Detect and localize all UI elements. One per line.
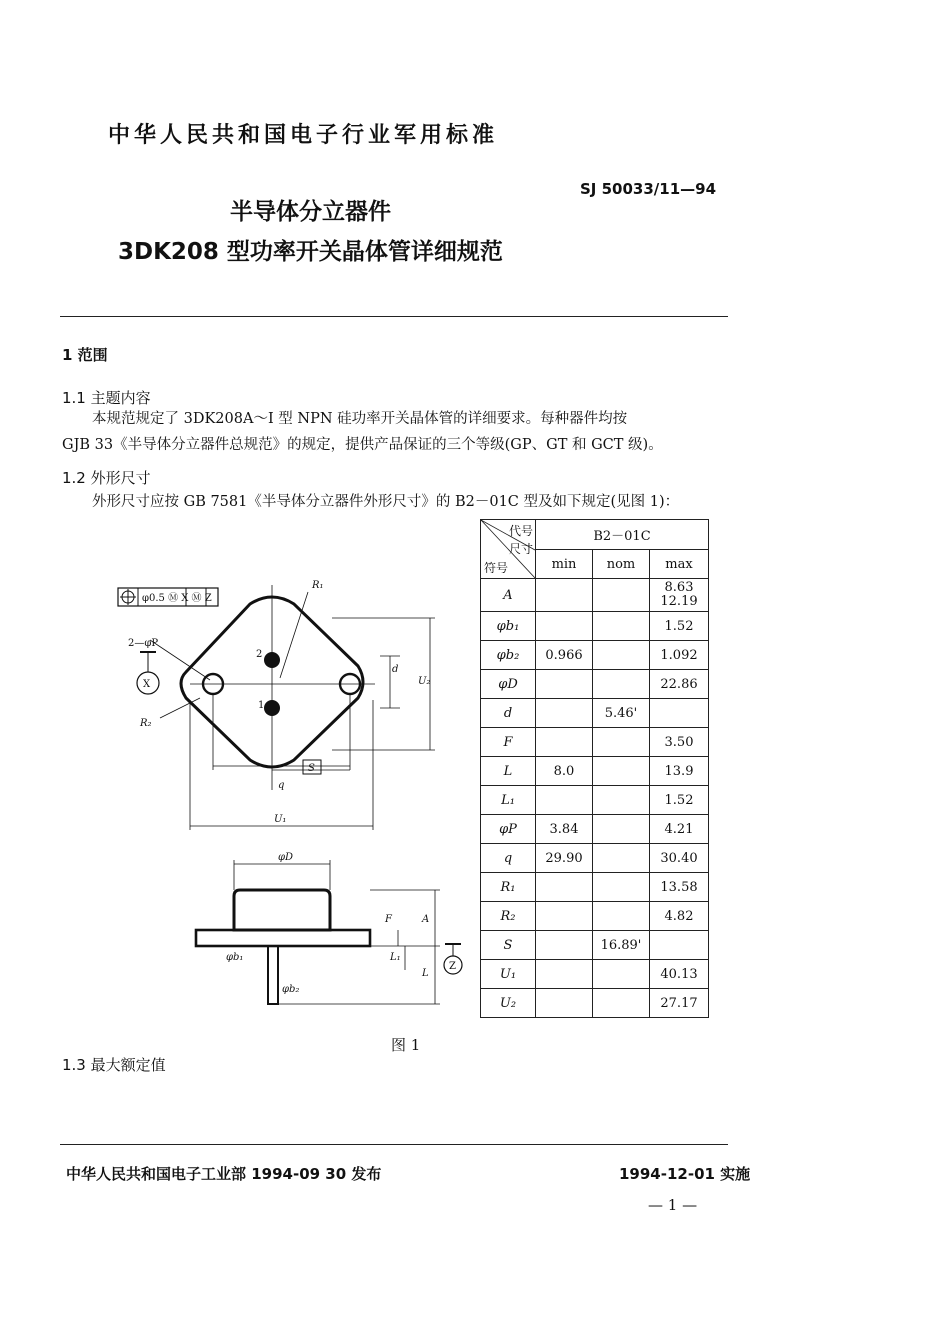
cell-min (536, 960, 593, 989)
table-row (481, 670, 709, 699)
cell-sym: q (481, 844, 536, 873)
cell-sym: φb₂ (481, 641, 536, 670)
table-row (481, 728, 709, 757)
cell-min (536, 699, 593, 728)
label-S: S (308, 763, 315, 774)
cell-max: 27.17 (650, 989, 709, 1018)
cell-max: 40.13 (650, 960, 709, 989)
cell-nom (593, 728, 650, 757)
cell-min (536, 931, 593, 960)
cell-min (536, 873, 593, 902)
cell-min (536, 579, 593, 612)
package-header: B2－01C (536, 520, 709, 550)
cell-min: 8.0 (536, 757, 593, 786)
pin-2 (264, 652, 280, 668)
cell-nom (593, 786, 650, 815)
label-U1: U₁ (274, 814, 287, 825)
cell-min: 29.90 (536, 844, 593, 873)
standard-code: SJ 50033/11—94 (580, 180, 717, 198)
label-q: q (278, 780, 285, 791)
cell-nom (593, 757, 650, 786)
col-min: min (536, 550, 593, 579)
figure-caption: 图 1 (391, 1036, 421, 1054)
section-1-1-heading: 1.1 主题内容 (62, 389, 151, 407)
table-row (481, 873, 709, 902)
cell-sym: S (481, 931, 536, 960)
cell-min (536, 728, 593, 757)
issuer-text: 中华人民共和国电子工业部 1994-09 30 发布 (66, 1165, 382, 1183)
label-2P: 2—φP (128, 638, 159, 649)
label-R1: R₁ (312, 580, 324, 591)
cell-max: 4.21 (650, 815, 709, 844)
col-nom: nom (593, 550, 650, 579)
section-1-1-para-line1: 本规范规定了 3DK208A～I 型 NPN 硅功率开关晶体管的详细要求。每种器件均按 (92, 411, 628, 427)
label-A: A (422, 914, 430, 925)
label-pin1: 1 (258, 700, 265, 711)
cell-max: 13.9 (650, 757, 709, 786)
cell-min: 3.84 (536, 815, 593, 844)
cell-nom (593, 989, 650, 1018)
cell-nom (593, 960, 650, 989)
cell-nom (593, 579, 650, 612)
section-1-heading: 1 范围 (62, 346, 108, 364)
table-row (481, 641, 709, 670)
cell-min: 0.966 (536, 641, 593, 670)
cell-max: 1.52 (650, 612, 709, 641)
cell-min (536, 786, 593, 815)
label-phib1: φb₁ (226, 952, 244, 963)
cell-nom (593, 844, 650, 873)
document-title-line1: 半导体分立器件 (230, 199, 391, 225)
document-title-line2: 3DK208 型功率开关晶体管详细规范 (118, 239, 503, 265)
table-row (481, 902, 709, 931)
cell-min (536, 989, 593, 1018)
label-pin2: 2 (256, 649, 263, 660)
label-d: d (392, 664, 399, 675)
label-L1: L₁ (390, 952, 401, 963)
table-row (481, 815, 709, 844)
header-code: 代号 (508, 524, 533, 538)
cell-max: 13.58 (650, 873, 709, 902)
cell-nom: 16.89' (593, 931, 650, 960)
label-L: L (422, 968, 429, 979)
top-divider (60, 316, 728, 317)
effective-date: 1994-12-01 实施 (619, 1165, 751, 1183)
cell-sym: φD (481, 670, 536, 699)
cell-nom (593, 902, 650, 931)
org-header: 中华人民共和国电子行业军用标准 (108, 123, 499, 148)
table-row (481, 960, 709, 989)
section-1-2-heading: 1.2 外形尺寸 (62, 469, 151, 487)
dimension-table (480, 519, 709, 1018)
cell-nom (593, 612, 650, 641)
cell-sym: R₂ (481, 902, 536, 931)
header-symbol: 符号 (484, 561, 509, 575)
cell-sym: L (481, 757, 536, 786)
cell-max (650, 931, 709, 960)
label-Z: Z (449, 961, 456, 972)
cell-sym: F (481, 728, 536, 757)
cell-sym: φb₁ (481, 612, 536, 641)
table-row (481, 786, 709, 815)
cell-sym: d (481, 699, 536, 728)
cell-min (536, 902, 593, 931)
outline-drawing (100, 560, 480, 1030)
section-1-1-para-line2: GJB 33《半导体分立器件总规范》的规定，提供产品保证的三个等级(GP、GT 和 GCT 级)。 (62, 437, 663, 453)
cell-max: 8.63 12.19 (650, 579, 709, 612)
tolerance-frame-label: φ0.5 Ⓜ X Ⓜ Z (142, 593, 212, 604)
label-R2: R₂ (140, 718, 152, 729)
cell-nom (593, 670, 650, 699)
flange-side (196, 930, 370, 946)
col-max: max (650, 550, 709, 579)
cell-min (536, 612, 593, 641)
table-row (481, 757, 709, 786)
label-phib2: φb₂ (282, 984, 300, 995)
section-1-3-heading: 1.3 最大额定值 (62, 1056, 166, 1074)
cell-nom (593, 641, 650, 670)
cell-max: 4.82 (650, 902, 709, 931)
cell-max (650, 699, 709, 728)
label-phiD: φD (278, 852, 294, 863)
table-corner-header (481, 520, 536, 579)
cell-nom (593, 873, 650, 902)
table-row (481, 579, 709, 612)
cell-sym: A (481, 579, 536, 612)
label-U2: U₂ (418, 676, 431, 687)
package-can-side (234, 890, 330, 930)
table-row (481, 989, 709, 1018)
cell-max: 3.50 (650, 728, 709, 757)
cell-sym: U₂ (481, 989, 536, 1018)
cell-sym: L₁ (481, 786, 536, 815)
cell-sym: U₁ (481, 960, 536, 989)
header-dim: 尺寸 (508, 542, 533, 556)
cell-max: 1.52 (650, 786, 709, 815)
cell-nom: 5.46' (593, 699, 650, 728)
table-row (481, 844, 709, 873)
lead-side (268, 946, 278, 1004)
cell-sym: R₁ (481, 873, 536, 902)
cell-nom (593, 815, 650, 844)
label-F: F (385, 914, 392, 925)
cell-min (536, 670, 593, 699)
section-1-2-para: 外形尺寸应按 GB 7581《半导体分立器件外形尺寸》的 B2－01C 型及如下规定(见图 1)： (92, 494, 680, 510)
cell-max: 30.40 (650, 844, 709, 873)
cell-max: 1.092 (650, 641, 709, 670)
pin-1 (264, 700, 280, 716)
cell-max: 22.86 (650, 670, 709, 699)
cell-sym: φP (481, 815, 536, 844)
table-row (481, 931, 709, 960)
page-number: — 1 — (648, 1196, 698, 1214)
label-X: X (143, 679, 151, 690)
bottom-divider (60, 1144, 728, 1145)
table-row (481, 612, 709, 641)
table-row (481, 699, 709, 728)
